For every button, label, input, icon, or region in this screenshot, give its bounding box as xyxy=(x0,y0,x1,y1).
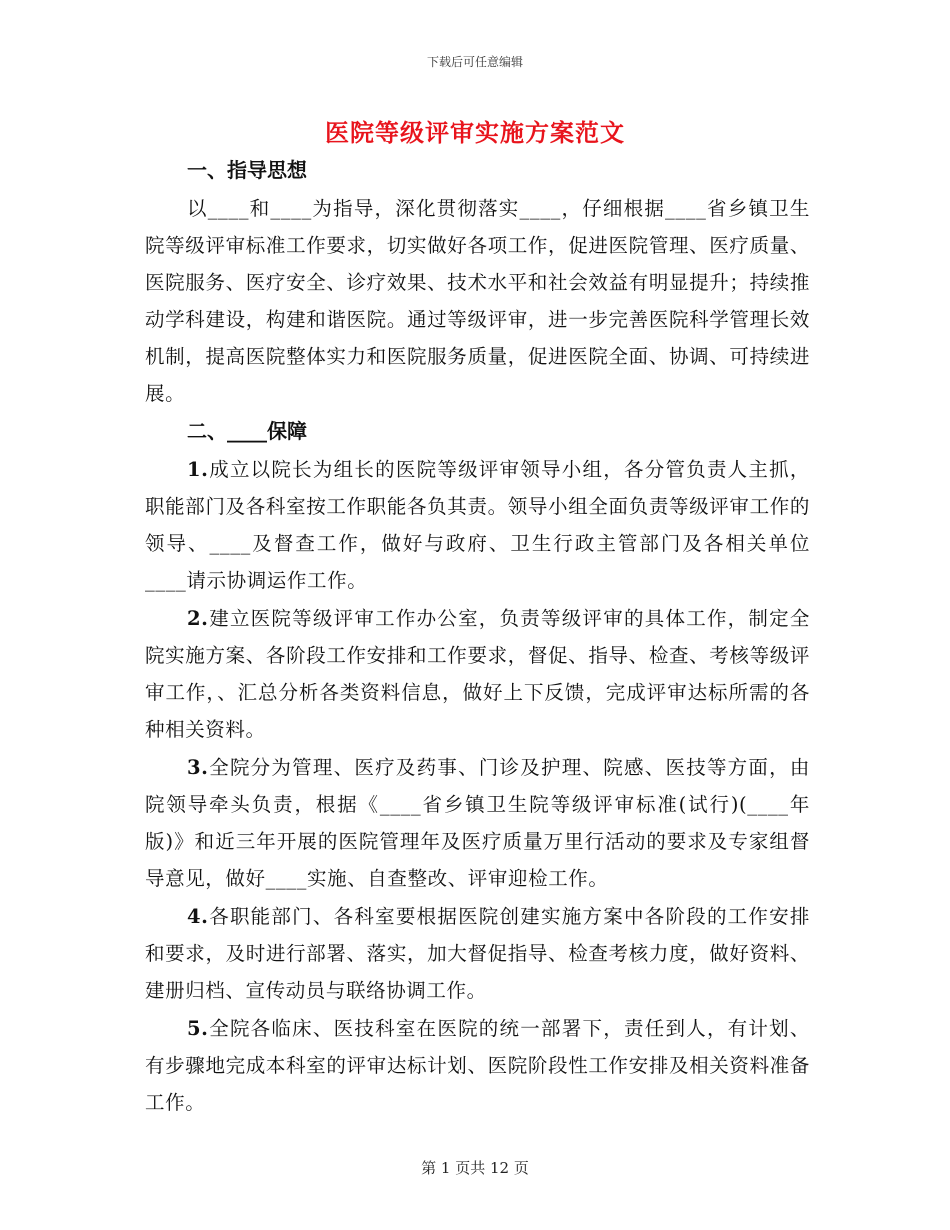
section-heading: 一、指导思想 xyxy=(187,158,307,182)
header-note: 下载后可任意编辑 xyxy=(426,55,523,69)
numbered-paragraph xyxy=(145,898,810,1009)
item-number: 1. xyxy=(187,458,209,481)
item-text: 全院各临床、医技科室在医院的统一部署下，责任到人，有计划、有步骤地完成本科室的评审达标计划、医院阶段性工作安排及相关资料准备工作。 xyxy=(145,1017,810,1114)
section-guiding-ideology xyxy=(145,152,810,412)
page-footer: 第 1 页共 12 页 xyxy=(421,1159,529,1177)
item-number: 3. xyxy=(187,756,209,779)
item-text: 全院分为管理、医疗及药事、门诊及护理、院感、医技等方面，由院领导牵头负责，根据《____省乡镇卫生院等级评审标准(试行)(____年版)》和近三年开展的医院管理年及医疗质量万里行活动的要求及专家组督导意见，做好____实施、自查整改、评审迎检工作。 xyxy=(145,756,810,890)
item-number: 2. xyxy=(187,607,209,630)
section-heading: 二、____保障 xyxy=(187,419,307,443)
item-text: 各职能部门、各科室要根据医院创建实施方案中各阶段的工作安排和要求，及时进行部署、落实，加大督促指导、检查考核力度，做好资料、建册归档、宣传动员与联络协调工作。 xyxy=(145,905,810,1002)
numbered-paragraph xyxy=(145,600,810,748)
paragraph: 以____和____为指导，深化贯彻落实____，仔细根据____省乡镇卫生院等级评审标准工作要求，切实做好各项工作，促进医院管理、医疗质量、医院服务、医疗安全、诊疗效果、技术水平和社会效益有明显提升；持续推动学科建设，构建和谐医院。通过等级评审，进一步完善医院科学管理长效机制，提高医院整体实力和医院服务质量，促进医院全面、协调、可持续进展。 xyxy=(145,197,810,405)
item-number: 4. xyxy=(187,905,209,928)
numbered-paragraph xyxy=(145,749,810,897)
numbered-paragraph xyxy=(145,1010,810,1121)
document-body xyxy=(145,152,810,1122)
item-text: 建立医院等级评审工作办公室，负责等级评审的具体工作，制定全院实施方案、各阶段工作安排和工作要求，督促、指导、检查、考核等级评审工作，、汇总分析各类资料信息，做好上下反馈，完成评审达标所需的各种相关资料。 xyxy=(145,607,810,741)
section-guarantee xyxy=(145,413,810,1121)
numbered-paragraph xyxy=(145,451,810,599)
document-title: 医院等级评审实施方案范文 xyxy=(325,118,625,147)
item-text: 成立以院长为组长的医院等级评审领导小组，各分管负责人主抓，职能部门及各科室按工作职能各负其责。领导小组全面负责等级评审工作的领导、____及督查工作，做好与政府、卫生行政主管部门及各相关单位____请示协调运作工作。 xyxy=(145,458,810,592)
item-number: 5. xyxy=(187,1017,209,1040)
